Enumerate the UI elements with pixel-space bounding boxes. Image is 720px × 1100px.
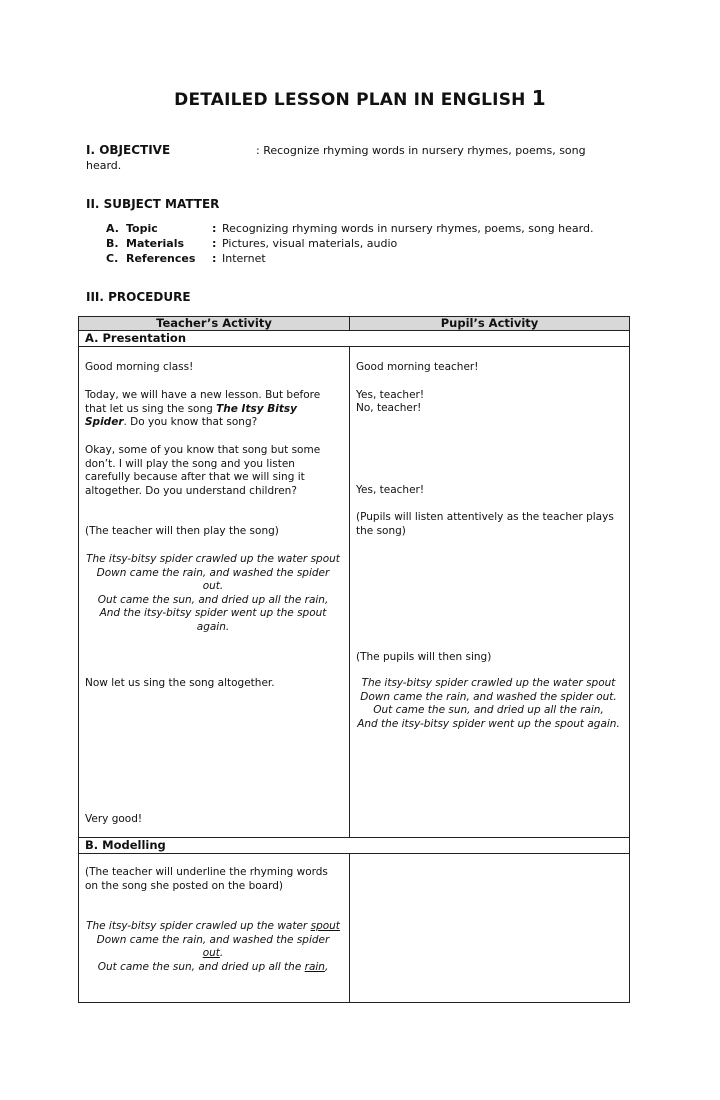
modelling-teacher-cell bbox=[79, 854, 350, 1003]
teacher-play-song: (The teacher will then play the song) bbox=[85, 525, 279, 537]
presentation-section-label: A. Presentation bbox=[79, 331, 630, 347]
rhyming-word: rain bbox=[304, 960, 325, 973]
pupil-answer-yes: Yes, teacher! bbox=[356, 389, 425, 401]
presentation-teacher-cell bbox=[79, 347, 350, 838]
modelling-song-lyrics bbox=[85, 920, 341, 974]
subject-item-key: Topic bbox=[126, 222, 158, 235]
subject-item-letter: A. bbox=[106, 222, 119, 235]
teacher-sing-together: Now let us sing the song altogether. bbox=[85, 677, 275, 689]
subject-matter-list bbox=[106, 221, 593, 266]
lyric-line: The itsy-bitsy spider crawled up the water spout bbox=[86, 553, 340, 565]
subject-item-topic: A. Topic : Recognizing rhyming words in nursery rhymes, poems, song heard. bbox=[106, 222, 594, 235]
teacher-song-lyrics bbox=[85, 553, 341, 634]
pupil-answer-no: No, teacher! bbox=[356, 402, 422, 414]
objective-label: I. OBJECTIVE bbox=[86, 143, 171, 157]
subject-item-value: Internet bbox=[222, 252, 266, 265]
procedure-heading: III. PROCEDURE bbox=[86, 290, 191, 304]
teacher-new-lesson: Today, we will have a new lesson. But before that let us sing the song The Itsy Bitsy Spider. Do you know that song? bbox=[85, 389, 321, 428]
modelling-pupil-cell bbox=[350, 854, 630, 1003]
objective-text-wrap: heard. bbox=[86, 159, 122, 172]
lyric-line: The itsy-bitsy spider crawled up the water spout bbox=[86, 920, 340, 932]
subject-matter-heading: II. SUBJECT MATTER bbox=[86, 197, 220, 211]
lyric-line: And the itsy-bitsy spider went up the spout again. bbox=[99, 607, 327, 633]
rhyming-word: out bbox=[202, 947, 220, 959]
pupil-listen: (Pupils will listen attentively as the teacher plays the song) bbox=[356, 511, 614, 537]
title-grade: 1 bbox=[531, 86, 546, 110]
modelling-section-label: B. Modelling bbox=[79, 838, 630, 854]
procedure-table bbox=[78, 316, 630, 1003]
song-title: The Itsy Bitsy Spider bbox=[85, 402, 297, 428]
title-text: DETAILED LESSON PLAN IN ENGLISH bbox=[174, 90, 526, 110]
lyric-line: Down came the rain, and washed the spider out. bbox=[96, 566, 330, 592]
lyric-line: Out came the sun, and dried up all the rain, bbox=[97, 593, 329, 606]
objective-text: : Recognize rhyming words in nursery rhymes, poems, song bbox=[256, 144, 586, 157]
teacher-activity-header: Teacher’s Activity bbox=[79, 317, 350, 331]
teacher-praise: Very good! bbox=[85, 813, 143, 825]
teacher-underline-instruction: (The teacher will underline the rhyming words on the song she posted on the board) bbox=[85, 866, 328, 892]
subject-item-key: Materials bbox=[126, 237, 185, 250]
page-title bbox=[0, 86, 720, 110]
subject-item-key: References bbox=[126, 252, 196, 265]
lyric-line: Down came the rain, and washed the spider out. bbox=[360, 690, 617, 703]
teacher-greeting: Good morning class! bbox=[85, 361, 194, 373]
lyric-line: Out came the sun, and dried up all the rain, bbox=[373, 704, 604, 716]
pupil-activity-header: Pupil’s Activity bbox=[350, 317, 630, 331]
lyric-line: Down came the rain, and washed the spider out. bbox=[96, 933, 330, 959]
subject-item-value: Pictures, visual materials, audio bbox=[222, 237, 398, 250]
lyric-line: And the itsy-bitsy spider went up the spout again. bbox=[357, 717, 620, 730]
lyric-line: Out came the sun, and dried up all the rain, bbox=[97, 960, 329, 973]
subject-item-references: C. References : Internet bbox=[106, 252, 266, 265]
pupil-understand: Yes, teacher! bbox=[356, 484, 425, 496]
objective-section bbox=[86, 143, 626, 173]
pupil-song-lyrics bbox=[356, 677, 621, 731]
subject-item-letter: C. bbox=[106, 252, 119, 265]
subject-item-value: Recognizing rhyming words in nursery rhymes, poems, song heard. bbox=[222, 222, 594, 235]
pupil-greeting: Good morning teacher! bbox=[356, 361, 479, 373]
presentation-pupil-cell bbox=[350, 347, 630, 838]
rhyming-word: spout bbox=[310, 920, 340, 932]
subject-item-materials: B. Materials : Pictures, visual materials, audio bbox=[106, 237, 398, 250]
subject-item-letter: B. bbox=[106, 237, 119, 250]
lyric-line: The itsy-bitsy spider crawled up the water spout bbox=[361, 677, 616, 689]
pupil-sing: (The pupils will then sing) bbox=[356, 651, 492, 663]
teacher-instructions: Okay, some of you know that song but some don’t. I will play the song and you listen carefully because after that we will sing it altogether. Do you understand children? bbox=[85, 444, 321, 497]
